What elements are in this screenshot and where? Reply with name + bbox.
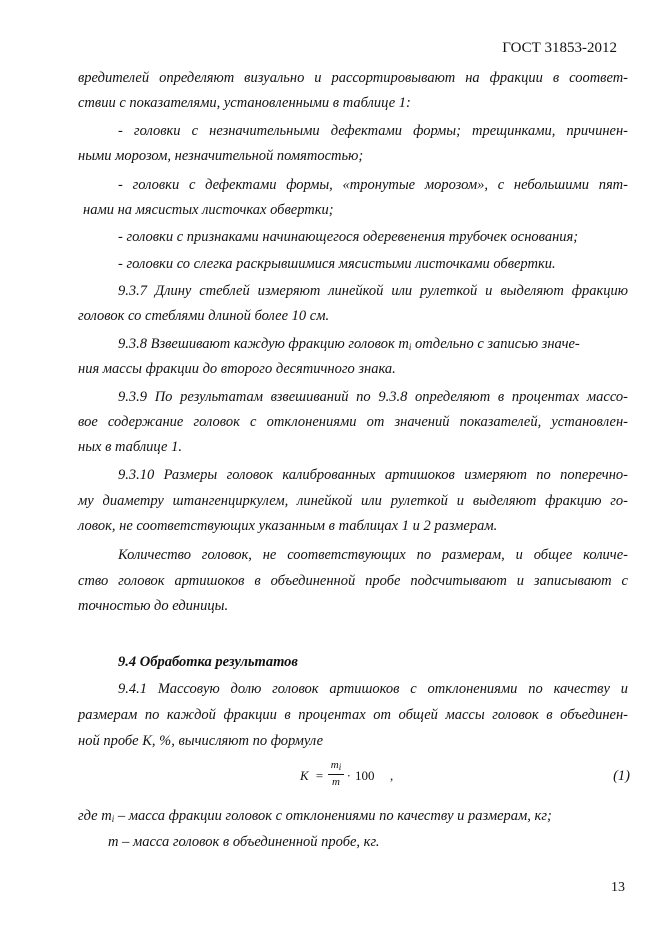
- formula-equals: =: [315, 768, 324, 783]
- subscript: i: [408, 342, 412, 352]
- formula-dot: ·: [347, 768, 351, 783]
- formula-number: (1): [613, 768, 630, 784]
- text-line: нами на мясистых листочках обвертки;: [83, 202, 334, 218]
- text-fragment: 9.3.8 Взвешивают каждую фракцию головок m: [118, 336, 409, 352]
- text-line: точностью до единицы.: [78, 598, 229, 614]
- formula-comma: ,: [390, 768, 394, 783]
- paragraph-9-3-8: [118, 336, 628, 353]
- text-line: ными морозом, незначительной помятостью;: [78, 148, 364, 164]
- text-line: ство головок артишоков в объединенной пробе подсчитывают и записывают с: [78, 573, 628, 589]
- text-fragment: отдельно с записью значе-: [411, 336, 580, 352]
- list-item: - головки с незначительными дефектами формы; трещинками, причинен-: [118, 123, 628, 139]
- text-line: ных в таблице 1.: [78, 439, 182, 455]
- document-code-header: ГОСТ 31853-2012: [502, 40, 617, 56]
- list-item: - головки со слегка раскрывшимися мясистыми листочками обвертки.: [118, 256, 556, 272]
- where-line: [78, 808, 552, 825]
- formula-lhs: K: [300, 768, 309, 783]
- formula-denominator: m: [332, 776, 340, 788]
- section-title: 9.4 Обработка результатов: [118, 654, 298, 670]
- page-number: 13: [611, 880, 625, 895]
- list-item: - головки с признаками начинающегося одеревенения трубочек основания;: [118, 229, 579, 245]
- formula-factor: 100: [355, 768, 375, 783]
- text-line: вое содержание головок с отклонениями от значений показателей, установлен-: [78, 414, 628, 430]
- text-line: ловок, не соответствующих указанным в таблицах 1 и 2 размерам.: [78, 518, 498, 534]
- list-item: - головки с дефектами формы, «тронутые морозом», с небольшими пят-: [118, 177, 628, 193]
- formula: [300, 760, 630, 800]
- text-line: ния массы фракции до второго десятичного знака.: [78, 361, 396, 377]
- paragraph-9-3-10: 9.3.10 Размеры головок калиброванных артишоков измеряют по поперечно-: [118, 467, 628, 483]
- text-line: m – масса головок в объединенной пробе, кг.: [108, 834, 380, 850]
- text-line: ствии с показателями, установленными в таблице 1:: [78, 95, 411, 111]
- text-line: ной пробе K, %, вычисляют по формуле: [78, 733, 324, 749]
- text-line: размерам по каждой фракции в процентах от общей массы головок в объединен-: [78, 707, 628, 723]
- subscript: i: [111, 814, 115, 824]
- text-line: вредителей определяют визуально и рассортировывают на фракции в соответ-: [78, 70, 628, 86]
- paragraph-9-3-9: 9.3.9 По результатам взвешиваний по 9.3.8 определяют в процентах массо-: [118, 389, 628, 405]
- text-line: му диаметру штангенциркулем, линейкой или рулеткой и выделяют фракцию го-: [78, 493, 628, 509]
- formula-numerator: $m_i$: [328, 758, 344, 775]
- text-fragment: – масса фракции головок с отклонениями по качеству и размерам, кг;: [114, 808, 552, 824]
- paragraph-9-3-7: 9.3.7 Длину стеблей измеряют линейкой или рулеткой и выделяют фракцию: [118, 283, 628, 299]
- text-fragment: где m: [78, 808, 112, 824]
- text-line: головок со стеблями длиной более 10 см.: [78, 308, 330, 324]
- paragraph-count: Количество головок, не соответствующих по размерам, и общее количе-: [118, 547, 628, 563]
- paragraph-9-4-1: 9.4.1 Массовую долю головок артишоков с отклонениями по качеству и: [118, 681, 628, 697]
- formula-fraction: [328, 758, 344, 789]
